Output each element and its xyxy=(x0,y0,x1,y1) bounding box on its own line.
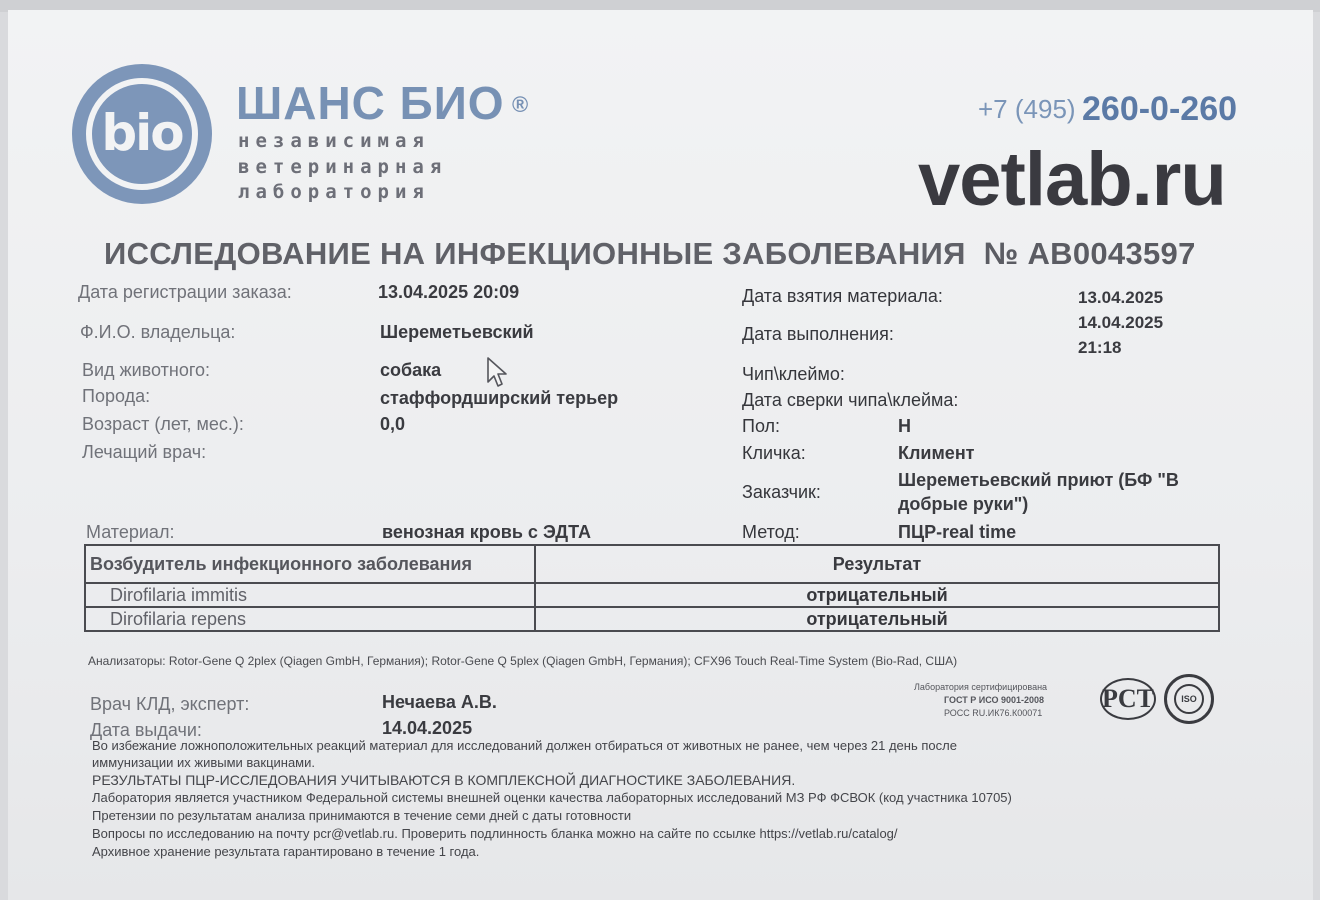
note-line-3: РЕЗУЛЬТАТЫ ПЦР-ИССЛЕДОВАНИЯ УЧИТЫВАЮТСЯ В КОМПЛЕКСНОЙ ДИАГНОСТИКЕ ЗАБОЛЕВАНИЯ. xyxy=(92,772,796,788)
note-line-6: Вопросы по исследованию на почту pcr@vetlab.ru. Проверить подлинность бланка можно на сайте по ссылке https://vetlab.ru/catalog/ xyxy=(92,826,898,841)
issue-date-value: 14.04.2025 xyxy=(382,718,473,738)
sex-value: Н xyxy=(898,416,911,436)
pet-name-label: Кличка: xyxy=(742,443,806,463)
customer-value-line1: Шереметьевский приют (БФ "В xyxy=(898,470,1179,490)
note-line-4: Лаборатория является участником Федеральной системы внешней оценки качества лабораторных исследований МЗ РФ ФСВОК (код участника 10705) xyxy=(92,790,1012,805)
issue-date-label: Дата выдачи: xyxy=(90,720,202,740)
pathogen-cell: Dirofilaria repens xyxy=(85,607,535,631)
pathogen-cell: Dirofilaria immitis xyxy=(85,583,535,607)
analyzers-note: Анализаторы: Rotor-Gene Q 2plex (Qiagen GmbH, Германия); Rotor-Gene Q 5plex (Qiagen GmbH, Германия); CFX96 Touch Real-Time System (Bio-Rad, США) xyxy=(88,654,958,668)
pet-name-value: Климент xyxy=(898,443,975,463)
brand-subtitle-2: ветеринарная xyxy=(238,156,448,178)
note-line-1: Во избежание ложноположительных реакций материал для исследований должен отбираться от животных не ранее, чем через 21 день после xyxy=(92,738,957,753)
pathogen-header: Возбудитель инфекционного заболевания xyxy=(85,545,535,583)
document-title xyxy=(104,236,1196,272)
material-label: Материал: xyxy=(86,522,175,542)
species-label: Вид животного: xyxy=(82,360,211,380)
bio-logo-text: bio xyxy=(101,104,183,162)
pct-certification-icon: PCT xyxy=(1100,678,1156,720)
note-line-7: Архивное хранение результата гарантировано в течение 1 года. xyxy=(92,844,480,859)
owner-label: Ф.И.О. владельца: xyxy=(80,322,236,342)
customer-label: Заказчик: xyxy=(742,482,821,502)
note-line-5: Претензии по результатам анализа принимаются в течение семи дней с даты готовности xyxy=(92,808,632,823)
species-value: собака xyxy=(380,360,442,380)
brand-subtitle-3: лаборатория xyxy=(238,181,430,203)
done-date-label: Дата выполнения: xyxy=(742,324,894,344)
sample-date-label: Дата взятия материала: xyxy=(742,286,943,306)
breed-value: стаффордширский терьер xyxy=(380,388,619,408)
brand-name: ШАНС БИО xyxy=(236,77,505,129)
phone-number: 260-0-260 xyxy=(1082,90,1238,128)
done-time-value: 21:18 xyxy=(1078,338,1122,357)
brand-subtitle-1: независимая xyxy=(238,130,430,152)
reg-date-value: 13.04.2025 20:09 xyxy=(378,282,520,302)
age-value: 0,0 xyxy=(380,414,406,434)
cert-line-1: Лаборатория сертифицирована xyxy=(914,682,1048,692)
expert-label: Врач КЛД, эксперт: xyxy=(90,694,250,714)
method-value: ПЦР-real time xyxy=(898,522,1017,542)
iso-certification-text: ISO xyxy=(1174,684,1204,714)
sample-date-value: 13.04.2025 xyxy=(1078,288,1164,307)
document-number: № АВ0043597 xyxy=(983,236,1196,271)
title-text: ИССЛЕДОВАНИЕ НА ИНФЕКЦИОННЫЕ ЗАБОЛЕВАНИЯ xyxy=(104,236,966,271)
vet-label: Лечащий врач: xyxy=(82,442,207,462)
expert-value: Нечаева А.В. xyxy=(382,692,497,712)
owner-value: Шереметьевский xyxy=(380,322,534,342)
reg-date-label: Дата регистрации заказа: xyxy=(78,282,292,302)
result-cell: отрицательный xyxy=(535,607,1219,631)
cert-line-3: РОСС RU.ИК76.К00071 xyxy=(944,708,1043,718)
result-header: Результат xyxy=(535,545,1219,583)
registered-mark: ® xyxy=(512,92,529,117)
cert-line-2: ГОСТ Р ИСО 9001-2008 xyxy=(944,695,1045,705)
sex-label: Пол: xyxy=(742,416,781,436)
age-label: Возраст (лет, мес.): xyxy=(82,414,244,434)
done-date-value: 14.04.2025 xyxy=(1078,313,1164,332)
table-row xyxy=(85,607,1219,631)
result-cell: отрицательный xyxy=(535,583,1219,607)
customer-value-line2: добрые руки") xyxy=(898,494,1029,514)
method-label: Метод: xyxy=(742,522,800,542)
material-value: венозная кровь с ЭДТА xyxy=(382,522,591,542)
chip-check-label: Дата сверки чипа\клейма: xyxy=(742,390,959,410)
note-line-2: иммунизации их живыми вакцинами. xyxy=(92,755,315,770)
chip-label: Чип\клеймо: xyxy=(742,364,845,384)
results-header-row xyxy=(85,545,1219,583)
table-row xyxy=(85,583,1219,607)
mouse-cursor-icon xyxy=(486,356,510,388)
results-table xyxy=(84,544,1220,632)
breed-label: Порода: xyxy=(82,386,151,406)
phone-prefix: +7 (495) xyxy=(978,94,1076,124)
website-name: vetlab.ru xyxy=(918,137,1226,222)
